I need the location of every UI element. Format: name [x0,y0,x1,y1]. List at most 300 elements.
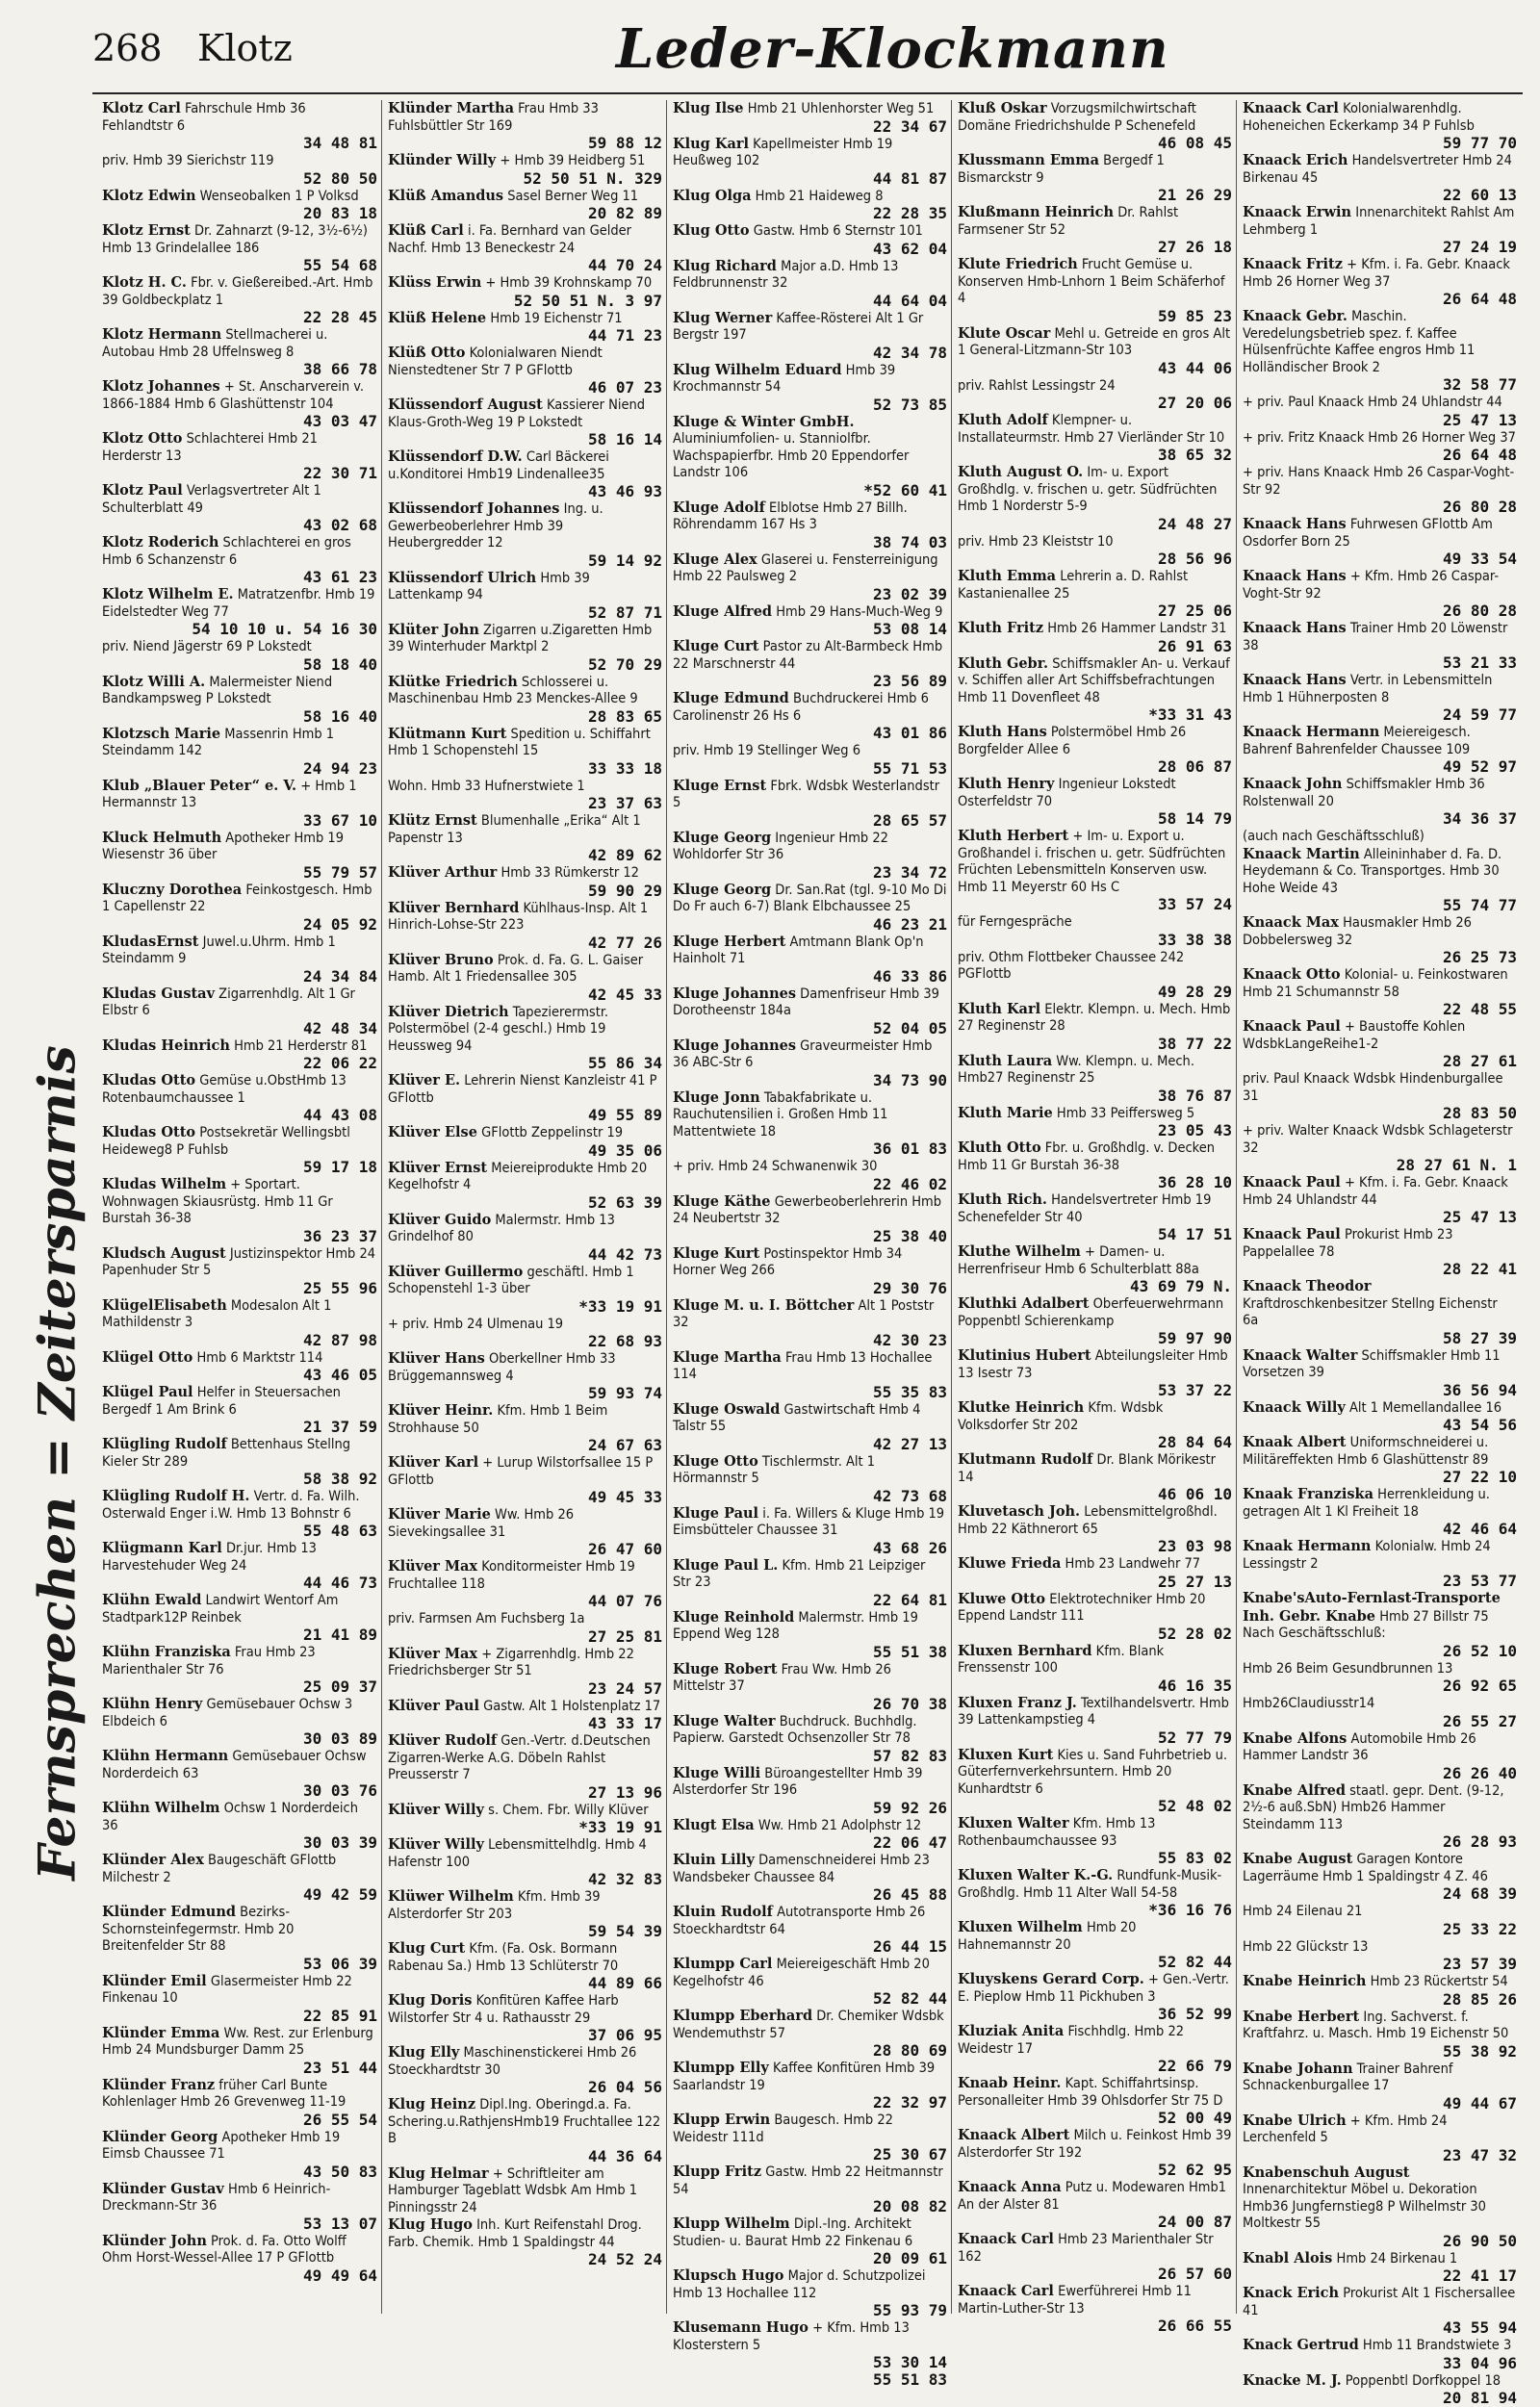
entry-phone: 43 54 56 [1243,1417,1517,1434]
entry-phone: 28 56 96 [958,551,1232,568]
directory-entry [102,1436,377,1488]
entry-phone: 26 66 55 [958,2317,1232,2335]
entry-details: Buchdruckerei Hmb 6 Carolinenstr 26 Hs 6 [673,691,929,724]
entry-name: Knaack Martin [1243,846,1360,862]
entry-name: Klotzsch Marie [102,726,220,742]
entry-details: Fischhdlg. Hmb 22 Weidestr 17 [958,2024,1184,2057]
entry-phone: 36 56 94 [1243,1382,1517,1399]
entry-name: Klühn Hermann [102,1748,228,1764]
entry-name: Kludas Otto [102,1124,195,1140]
entry-phone: 22 41 17 [1243,2267,1517,2285]
entry-details: Autotransporte Hmb 26 Stoeckhardtstr 64 [673,1905,925,1937]
entry-name: Klüver Guido [388,1212,491,1228]
entry-phone: 25 09 37 [102,1678,377,1696]
entry-details: Kaffee Konfitüren Hmb 39 Saarlandstr 19 [673,2061,935,2093]
entry-name: Kluge Alfred [673,603,772,620]
entry-phone: 27 25 81 [388,1628,662,1646]
entry-details: + Hmb 39 Heidberg 51 [500,153,645,168]
entry-name: Knabe Alfred [1243,1782,1346,1799]
directory-entry [102,674,377,726]
entry-details: Garagen Kontore Lagerräume Hmb 1 Spaldingstr 4 Z. 46 [1243,1852,1488,1884]
entry-name: Klüver Karl [388,1454,478,1471]
directory-entry [102,1124,377,1176]
entry-phone: 26 26 40 [1243,1765,1517,1782]
entry-details: Hmb 23 Landwehr 77 [1065,1556,1201,1572]
directory-entry [958,533,1232,569]
directory-entry [673,222,947,258]
entry-phone: 28 27 61 [1243,1053,1517,1070]
page-header [0,0,1540,96]
entry-phone: 27 13 96 [388,1784,662,1802]
entry-details: + priv. Fritz Knaack Hmb 26 Horner Weg 37 [1243,430,1516,446]
entry-details: Schlachterei Hmb 21 Herderstr 13 [102,431,318,464]
entry-name: Klussmann Emma [958,152,1099,168]
directory-entry [1243,1399,1517,1435]
directory-entry [673,258,947,310]
directory-entry [673,1401,947,1453]
entry-details: Abteilungsleiter Hmb 13 Isestr 73 [958,1348,1228,1381]
entry-name: Klupp Erwin [673,2112,770,2128]
entry-name: Klüver Hans [388,1350,485,1367]
directory-entry [102,1973,377,2025]
entry-name: Knabe Herbert [1243,2009,1359,2025]
directory-entry [958,1451,1232,1503]
directory-entry [958,1747,1232,1816]
entry-phone: 53 30 14 [673,2354,947,2371]
directory-entry [958,949,1232,1001]
directory-entry [388,1888,662,1940]
entry-details: Glaserei u. Fensterreinigung Hmb 22 Paulsweg 2 [673,552,938,585]
directory-entry [388,310,662,346]
entry-name: Kluwe Frieda [958,1555,1061,1572]
entry-details: Stellmacherei u. Autobau Hmb 28 Uffelnsweg 8 [102,327,327,360]
directory-entry [673,778,947,830]
directory-entry [1243,308,1517,394]
entry-phone: 43 44 06 [958,360,1232,377]
directory-entry [102,326,377,378]
entry-details: Alleininhaber d. Fa. D. Heydemann & Co. Transportges. Hmb 30 Hohe Weide 43 [1243,847,1502,896]
directory-entry [958,1105,1232,1140]
entry-details: Tapezierermstr. Polstermöbel (2-4 geschl.) Hmb 19 Heussweg 94 [388,1005,608,1054]
page-number: 268 [92,27,163,69]
directory-entry [102,1904,377,1973]
directory-entry [958,1643,1232,1695]
directory-entry [1243,1347,1517,1399]
entry-details: Gemüse u.ObstHmb 13 Rotenbaumchaussee 1 [102,1073,346,1106]
entry-name: Klub „Blauer Peter“ e. V. [102,778,296,794]
entry-details: Kapellmeister Hmb 19 Heußweg 102 [673,137,892,169]
directory-entry [958,464,1232,533]
entry-name: Kluvetasch Joh. [958,1503,1080,1520]
entry-details: Meiereiprodukte Hmb 20 Kegelhofstr 4 [388,1161,647,1193]
directory-entry [673,362,947,414]
directory-entry [673,1349,947,1401]
entry-details: Tabakfabrikate u. Rauchutensilien i. Großen Hmb 11 Mattentwiete 18 [673,1090,887,1139]
entry-details: Bergedf 1 Bismarckstr 9 [958,153,1165,186]
entry-details: Maschinenstickerei Hmb 26 Stoeckhardtstr 30 [388,2045,636,2078]
entry-details: Hmb 27 Billstr 75 Nach Geschäftsschluß: [1243,1609,1489,1642]
directory-entry [673,638,947,690]
entry-phone: 43 03 47 [102,413,377,430]
entry-details: Fbrk. Wdsbk Westerlandstr 5 [673,779,939,811]
entry-details: Vertr. d. Fa. Wilh. Osterwald Enger i.W. Hmb 13 Bohnstr 6 [102,1489,360,1522]
entry-details: Major a.D. Hmb 13 Feldbrunnenstr 32 [673,259,898,292]
entry-name: Knaack John [1243,776,1342,792]
directory-entry [102,100,377,152]
entry-details: Automobile Hmb 26 Hammer Landstr 36 [1243,1731,1476,1764]
directory-entry [388,448,662,500]
entry-details: Meiereigesch. Bahrenf Bahrenfelder Chaussee 109 [1243,725,1471,757]
directory-entry [388,1264,662,1316]
entry-phone: 46 33 86 [673,968,947,986]
entry-name: Kluge Jonn [673,1089,760,1106]
entry-details: + priv. Paul Knaack Hmb 24 Uhlandstr 44 [1243,395,1502,410]
entry-phone: 22 68 93 [388,1333,662,1350]
entry-phone: 33 67 10 [102,812,377,830]
entry-name: Kluge Georg [673,830,771,846]
entry-phone: 55 74 77 [1243,897,1517,914]
entry-phone: 54 17 51 [958,1226,1232,1243]
entry-phone: 52 62 95 [958,2162,1232,2179]
entry-phone: 52 28 02 [958,1626,1232,1643]
entry-name: Kluwe Otto [958,1591,1045,1607]
directory-entry [102,2129,377,2181]
directory-entry [958,2179,1232,2231]
entry-name: Klug Werner [673,310,772,326]
entry-details: Innenarchitektur Möbel u. Dekoration Hmb36 Jungfernstieg8 P Wilhelmstr 30 Moltkestr 55 [1243,2182,1486,2231]
directory-entry [673,2008,947,2060]
entry-details: Konditormeister Hmb 19 Fruchtallee 118 [388,1559,635,1592]
entry-phone: 58 18 40 [102,656,377,674]
entry-phone: 24 94 23 [102,760,377,778]
entry-name: Klüß Amandus [388,188,503,204]
entry-phone: 42 27 13 [673,1436,947,1453]
entry-phone: 52 50 51 N. 3 97 [388,293,662,310]
entry-details: Rundfunk-Musik-Großhdlg. Hmb 11 Alter Wall 54-58 [958,1868,1221,1901]
entry-details: priv. Hmb 39 Sierichstr 119 [102,153,274,168]
entry-phone: 44 64 04 [673,293,947,310]
entry-phone: 59 97 90 [958,1330,1232,1347]
entry-phone: 44 43 08 [102,1107,377,1124]
directory-entry [388,1836,662,1888]
entry-name: Knaack Willy [1243,1399,1346,1416]
directory-entry [1243,1226,1517,1278]
directory-entry [102,1696,377,1748]
entry-phone: 24 05 92 [102,916,377,934]
directory-column-2 [381,100,666,2314]
directory-entry [102,1592,377,1644]
directory-entry [673,1453,947,1505]
entry-phone: 59 92 26 [673,1800,947,1817]
entry-details: Zigarrenhdlg. Alt 1 Gr Elbstr 6 [102,986,355,1019]
entry-name: Kluge Herbert [673,934,785,950]
entry-phone: 59 90 29 [388,883,662,900]
entry-phone: 28 83 65 [388,708,662,726]
entry-details: Bezirks-Schornsteinfegermstr. Hmb 20 Breitenfelder Str 88 [102,1905,294,1954]
entry-details: Milch u. Feinkost Hmb 39 Alsterdorfer Str 192 [958,2128,1231,2161]
entry-phone: 36 52 99 [958,2006,1232,2023]
directory-entry [102,1852,377,1904]
entry-name: Knaack Paul [1243,1018,1341,1035]
directory-entry [958,1555,1232,1591]
entry-phone: *33 19 91 [388,1298,662,1316]
directory-entry [958,1971,1232,2023]
entry-name: Klüver Ernst [388,1160,487,1176]
entry-name: Kludas Gustav [102,986,215,1002]
entry-phone: 30 03 39 [102,1834,377,1852]
entry-phone: 26 80 28 [1243,602,1517,620]
entry-phone: 49 35 06 [388,1142,662,1160]
entry-phone: 52 70 29 [388,656,662,674]
entry-details: Hmb 29 Hans-Much-Weg 9 [776,604,942,620]
entry-phone: 46 06 10 [958,1486,1232,1503]
entry-details: Gastw. Hmb 22 Heitmannstr 54 [673,2164,943,2197]
directory-entry [1243,2372,1517,2407]
entry-phone: 38 65 32 [958,447,1232,464]
directory-entry [102,1540,377,1592]
entry-name: Knaak Franziska [1243,1486,1373,1502]
entry-phone: 42 45 33 [388,986,662,1004]
entry-phone: 33 33 18 [388,760,662,778]
entry-name: Klug Elly [388,2044,459,2061]
entry-name: Kludas Otto [102,1072,195,1088]
directory-entry [388,952,662,1004]
directory-entry [102,638,377,674]
entry-name: Klüß Otto [388,345,465,361]
entry-phone: 42 48 34 [102,1020,377,1037]
entry-details: Kolonialwaren Niendt Nienstedtener Str 7 P GFlottb [388,346,603,378]
entry-details: Hmb 33 Peiffersweg 5 [1057,1106,1194,1121]
entry-phone: 22 34 67 [673,118,947,136]
directory-entry [388,1160,662,1212]
directory-entry [102,1800,377,1852]
entry-name: Kluge Willi [673,1765,760,1781]
directory-entry [1243,2337,1517,2372]
entry-name: Klüver Heinr. [388,1402,493,1419]
directory-entry [388,1350,662,1402]
entry-details: Alt 1 Poststr 32 [673,1298,934,1331]
entry-phone: 42 34 78 [673,345,947,362]
directory-entry [673,2164,947,2215]
entry-details: Helfer in Steuersachen Bergedf 1 Am Brink 6 [102,1385,341,1418]
directory-entry [388,1072,662,1124]
entry-name: Knaack Carl [958,2283,1054,2299]
directory-entry [102,1176,377,1245]
entry-details: Hmb 39 Krochmannstr 54 [673,363,895,396]
entry-details: Apotheker Hmb 19 Wiesenstr 36 über [102,831,344,863]
entry-name: Klünder Franz [102,2077,215,2093]
entry-phone: 53 08 14 [673,621,947,638]
entry-details: Gastw. Hmb 6 Sternstr 101 [754,223,923,239]
directory-entry [102,2233,377,2285]
directory-entry [958,256,1232,325]
entry-name: Kluth Herbert [958,828,1068,844]
entry-name: Knaack Hans [1243,620,1347,636]
entry-phone: 24 52 24 [388,2251,662,2268]
directory-entry [958,1053,1232,1105]
directory-entry [102,430,377,482]
entry-name: Klüssendorf D.W. [388,448,523,465]
entry-details: Fahrschule Hmb 36 Fehlandtstr 6 [102,101,306,134]
directory-entry [388,100,662,152]
entry-phone: 44 81 87 [673,170,947,188]
directory-entry [673,1505,947,1557]
entry-name: Knabe August [1243,1851,1352,1867]
entry-phone: 52 50 51 N. 329 [388,170,662,188]
entry-name: Kluge Ernst [673,778,766,794]
entry-details: Kfm. Hmb 1 Beim Strohhause 50 [388,1403,607,1436]
entry-details: Verlagsvertreter Alt 1 Schulterblatt 49 [102,483,321,516]
entry-phone: 54 10 10 u. 54 16 30 [102,621,377,638]
entry-name: Knabenschuh August [1243,2164,1409,2181]
entry-name: Klug Wilhelm Eduard [673,362,841,378]
entry-name: Kluxen Kurt [958,1747,1053,1763]
entry-details: Carl Bäckerei u.Konditorei Hmb19 Lindenallee35 [388,449,609,482]
directory-entry [388,152,662,188]
entry-name: Klüver Max [388,1558,477,1575]
directory-entry [388,1992,662,2044]
directory-entry [958,2023,1232,2075]
entry-details: + Hmb 1 Hermannstr 13 [102,779,357,811]
side-banner [19,789,96,2137]
entry-phone: 22 46 02 [673,1176,947,1193]
entry-phone: 43 69 79 N. [958,1278,1232,1295]
directory-entry [102,274,377,326]
entry-name: Klüver Bernhard [388,900,519,916]
entry-name: Klünder Gustav [102,2181,224,2197]
entry-name: Klüß Carl [388,222,464,239]
entry-phone: 26 55 27 [1243,1713,1517,1730]
entry-phone: 30 03 89 [102,1730,377,1748]
entry-name: Klotz Ernst [102,222,191,239]
entry-details: Dipl.-Ing. Architekt Studien- u. Baurat Hmb 22 Finkenau 6 [673,2216,912,2249]
directory-entry [388,1316,662,1351]
entry-details: Uniformschneiderei u. Militäreffekten Hmb 6 Glashüttenstr 89 [1243,1435,1488,1468]
entry-details: + Kfm. Hmb 13 Klosterstern 5 [673,2320,910,2353]
entry-name: Klünder Alex [102,1852,204,1868]
directory-entry [388,1940,662,1992]
directory-entry [673,188,947,223]
entry-name: Kluth Karl [958,1001,1040,1017]
entry-details: Kfm. (Fa. Osk. Bormann Rabenau Sa.) Hmb 13 Schlüterstr 70 [388,1941,618,1974]
entry-details: Meiereigeschäft Hmb 20 Kegelhofstr 46 [673,1957,930,1989]
entry-name: Knaack Hermann [1243,724,1379,740]
entry-details: Schiffsmakler An- u. Verkauf v. Schiffen aller Art Schiffsbefrachtungen Hmb 11 Dovenfleet 48 [958,656,1230,705]
entry-phone: 26 47 60 [388,1541,662,1558]
directory-entry [388,1124,662,1160]
entry-phone: 44 89 66 [388,1975,662,1992]
entry-details: Ingenieur Hmb 22 Wohldorfer Str 36 [673,831,888,863]
entry-name: Knaack Hans [1243,516,1347,532]
entry-name: Kluin Rudolf [673,1904,773,1920]
entry-details: priv. Rahlst Lessingstr 24 [958,378,1116,394]
entry-name: Klütmann Kurt [388,726,506,742]
entry-details: priv. Hmb 19 Stellinger Weg 6 [673,743,860,758]
entry-details: Postinspektor Hmb 34 Horner Weg 266 [673,1246,902,1279]
entry-details: i. Fa. Willers & Kluge Hmb 19 Eimsbütteler Chaussee 31 [673,1506,944,1539]
directory-entry [673,2112,947,2164]
entry-phone: 55 86 34 [388,1055,662,1072]
entry-phone: 24 00 87 [958,2214,1232,2231]
entry-details: Gemüsebauer Ochsw Norderdeich 63 [102,1749,367,1781]
entry-details: Malermstr. Hmb 13 Grindelhof 80 [388,1213,615,1245]
entry-name: Klotz Roderich [102,534,218,551]
entry-details: Kfm. Blank Frenssenstr 100 [958,1644,1164,1677]
directory-entry [673,742,947,778]
directory-column-4 [951,100,1236,2314]
entry-name: Kluthki Adalbert [958,1295,1090,1312]
directory-entry [1243,1070,1517,1122]
directory-entry [673,1089,947,1159]
directory-entry [673,1609,947,1661]
entry-phone: 57 82 83 [673,1748,947,1765]
entry-details: Fbr. v. Gießereibed.-Art. Hmb 39 Goldbeckplatz 1 [102,275,372,308]
directory-entry [958,724,1232,776]
directory-entry [958,568,1232,620]
entry-phone: 26 28 93 [1243,1833,1517,1851]
entry-phone: 26 45 88 [673,1886,947,1904]
directory-entry [958,620,1232,655]
directory-entry [958,828,1232,913]
directory-entry [958,776,1232,828]
entry-phone: 58 16 40 [102,708,377,726]
entry-details: Innenarchitekt Rahlst Am Lehmberg 1 [1243,205,1514,238]
entry-phone: 25 30 67 [673,2146,947,2164]
entry-name: Knabe Ulrich [1243,2113,1347,2129]
entry-details: Frucht Gemüse u. Konserven Hmb-Lnhorn 1 Beim Schäferhof 4 [958,257,1224,306]
directory-entry [673,1817,947,1853]
entry-details: Oberfeuerwehrmann Poppenbtl Schierenkamp [958,1296,1223,1329]
directory-entry [958,1139,1232,1191]
entry-details: Buchdruck. Buchhdlg. Papierw. Garstedt Ochsenzoller Str 78 [673,1714,917,1747]
entry-name: Kluge Paul L. [673,1557,778,1574]
entry-phone: 34 48 81 [102,135,377,152]
entry-name: Kluth August O. [958,464,1083,480]
entry-name: Kluxen Walter K.-G. [958,1867,1113,1883]
entry-phone: 38 74 03 [673,534,947,551]
entry-phone: 59 77 70 [1243,135,1517,152]
entry-details: Gemüsebauer Ochsw 3 Elbdeich 6 [102,1697,352,1729]
entry-details: Gastwirtschaft Hmb 4 Talstr 55 [673,1402,920,1435]
entry-details: Frau Ww. Hmb 26 Mittelstr 37 [673,1662,891,1695]
directory-entry [958,1695,1232,1747]
entry-details: Hmb 23 Rückertstr 54 [1371,1974,1508,1989]
directory-entry [388,1004,662,1073]
entry-name: Knaack Anna [958,2179,1062,2195]
entry-name: Knabe Johann [1243,2061,1353,2077]
entry-phone: 32 58 77 [1243,376,1517,394]
entry-name: Klüver Rudolf [388,1732,497,1749]
entry-name: Kluge Edmund [673,690,789,706]
entry-name: Klotz H. C. [102,274,187,291]
directory-columns [96,100,1523,2314]
directory-entry [388,864,662,900]
entry-name: Kluge Alex [673,551,757,568]
directory-entry [1243,1018,1517,1070]
entry-name: Knaack Carl [1243,100,1339,116]
directory-entry [673,1193,947,1245]
entry-details: Dipl.Ing. Oberingd.a. Fa. Schering.u.RathjensHmb19 Fruchtallee 122 B [388,2097,660,2146]
entry-phone: 24 34 84 [102,968,377,986]
entry-name: Klünder Edmund [102,1904,236,1920]
entry-name: Kluge Kurt [673,1245,759,1262]
entry-phone: 44 07 76 [388,1593,662,1610]
entry-name: Klupp Fritz [673,2164,761,2180]
entry-details: Büroangestellter Hmb 39 Alsterdorfer Str 196 [673,1766,922,1799]
entry-name: Klutmann Rudolf [958,1451,1092,1468]
entry-name: Klüssendorf August [388,397,543,413]
entry-phone: 42 73 68 [673,1488,947,1505]
